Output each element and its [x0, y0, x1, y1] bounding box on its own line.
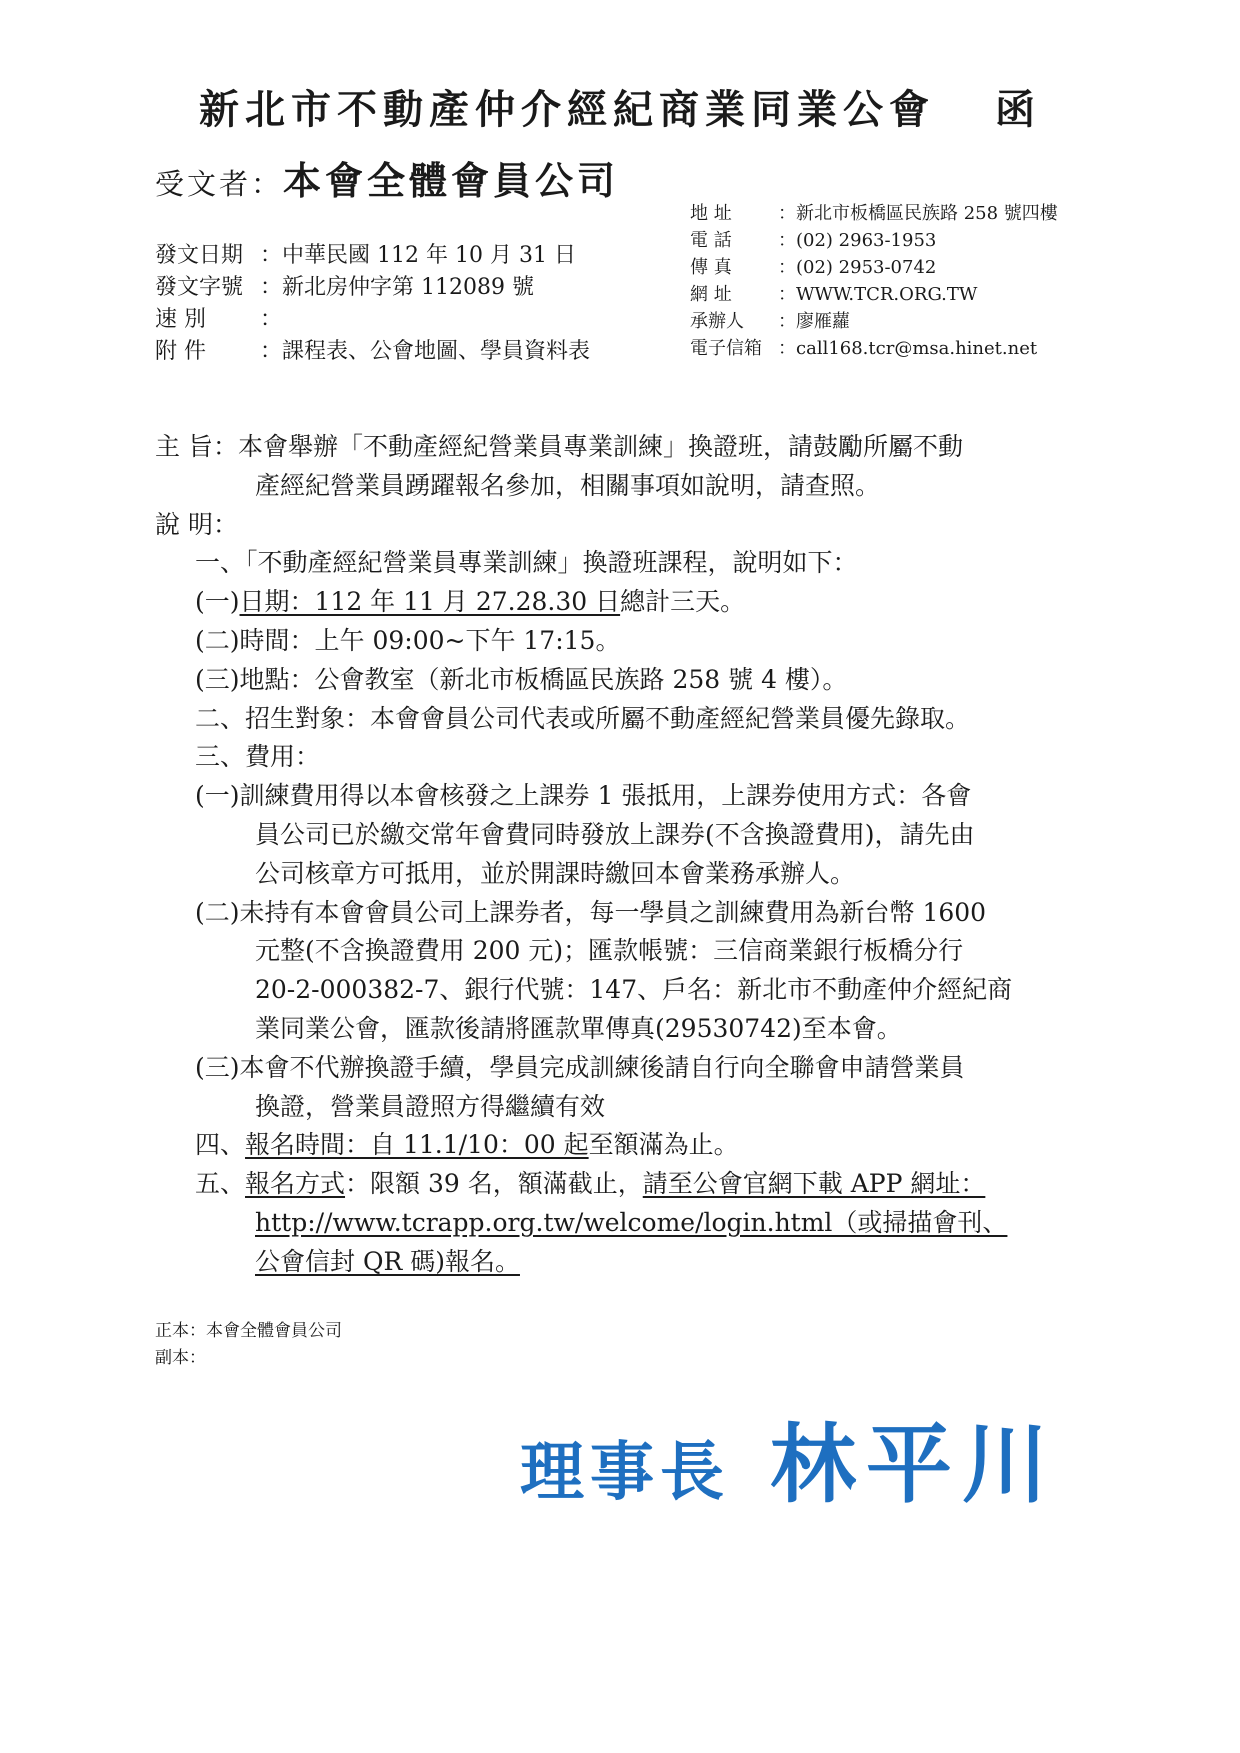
meta-value: 課程表、公會地圖、學員資料表	[282, 339, 591, 364]
item-3-a-cont: 公司核章方可抵用，並於開課時繳回本會業務承辦人。	[255, 858, 856, 888]
website-value: WWW.TCR.ORG.TW	[796, 284, 978, 305]
registration-time: 報名時間：自 11.1/10：00 起	[245, 1130, 589, 1160]
recipient-value: 本會全體會員公司	[283, 159, 620, 203]
meta-key: 發文字號	[155, 275, 244, 300]
item-3-b-cont: 20-2-000382-7、銀行代號：147、戶名：新北市不動產仲介經紀商	[255, 975, 1013, 1005]
item-marker: 四、	[195, 1130, 246, 1160]
subject-line	[155, 428, 1105, 467]
item-1-c: (三)地點：公會教室（新北市板橋區民族路 258 號 4 樓）。	[195, 664, 848, 694]
item-3: 三、費用：	[195, 742, 321, 772]
meta-value: 中華民國 112 年 10 月 31 日	[282, 243, 576, 268]
item-5-cont	[155, 1243, 1105, 1282]
copies-block	[155, 1318, 342, 1372]
item-marker: (一)	[195, 587, 240, 617]
meta-row: 發文日期 ： 中華民國 112 年 10 月 31 日	[155, 240, 590, 272]
meta-row: 附 件 ： 課程表、公會地圖、學員資料表	[155, 336, 590, 368]
registration-note: 公會信封 QR 碼)報名。	[255, 1246, 520, 1276]
subject-line	[155, 467, 1105, 506]
contact-value: 廖雁蘿	[796, 311, 850, 332]
item-1-a	[155, 583, 1105, 622]
item-text: 總計三天。	[620, 587, 746, 617]
meta-value: 新北房仲字第 112089 號	[282, 275, 534, 300]
contact-value: (02) 2963-1953	[796, 230, 937, 251]
email-value: call168.tcr@msa.hinet.net	[796, 338, 1038, 359]
item-3-c-cont: 換證，營業員證照方得繼續有效	[255, 1091, 606, 1121]
item-5-cont	[155, 1204, 1105, 1243]
contact-row: 地 址 ： 新北市板橋區民族路 258 號四樓	[690, 200, 1058, 227]
signature-stamp	[520, 1395, 1058, 1519]
meta-block	[155, 240, 590, 368]
subject-label: 主 旨：	[155, 432, 238, 461]
item-text: 至額滿為止。	[588, 1130, 739, 1160]
contact-key: 地 址	[690, 203, 732, 224]
registration-url-link[interactable]: http://www.tcrapp.org.tw/welcome/login.html（或掃描會刊、	[255, 1207, 1008, 1237]
subject-text: 本會舉辦「不動產經紀營業員專業訓練」換證班，請鼓勵所屬不動	[237, 432, 963, 461]
contact-key: 傳 真	[690, 257, 732, 278]
org-name: 新北市不動產仲介經紀商業同業公會	[199, 87, 935, 133]
item-1: 一、「不動產經紀營業員專業訓練」換證班課程，說明如下：	[195, 548, 858, 578]
document-title	[0, 78, 1240, 135]
item-2: 二、招生對象：本會會員公司代表或所屬不動產經紀營業員優先錄取。	[195, 703, 971, 733]
contact-key: 承辦人	[690, 311, 744, 332]
contact-key: 網 址	[690, 284, 732, 305]
contact-row: 電子信箱 ： call168.tcr@msa.hinet.net	[690, 335, 1058, 362]
signature-name: 林平川	[770, 1415, 1058, 1515]
meta-row: 發文字號 ： 新北房仲字第 112089 號	[155, 272, 590, 304]
carbon-copy: 副本：	[155, 1348, 206, 1368]
item-text: ：限額 39 名，額滿截止，	[345, 1169, 643, 1199]
item-3-a-cont: 員公司已於繳交常年會費同時發放上課券(不含換證費用)，請先由	[255, 819, 975, 849]
item-3-a: (一)訓練費用得以本會核發之上課券 1 張抵用，上課券使用方式：各會	[195, 781, 972, 811]
contact-row: 傳 真 ： (02) 2953-0742	[690, 254, 1058, 281]
contact-block	[690, 200, 1058, 362]
item-1-b: (二)時間：上午 09:00~下午 17:15。	[195, 625, 621, 655]
item-4	[155, 1126, 1105, 1165]
item-5	[155, 1165, 1105, 1204]
meta-key: 速 別	[155, 307, 206, 332]
contact-value: 新北市板橋區民族路 258 號四樓	[796, 203, 1058, 224]
contact-key: 電 話	[690, 230, 732, 251]
item-3-b: (二)未持有本會會員公司上課券者，每一學員之訓練費用為新台幣 1600	[195, 897, 987, 927]
contact-value: (02) 2953-0742	[796, 257, 937, 278]
item-3-b-cont: 業同業公會，匯款後請將匯款單傳真(29530742)至本會。	[255, 1013, 902, 1043]
item-marker: 五、	[195, 1169, 246, 1199]
recipient-label: 受文者：	[155, 167, 284, 201]
contact-key: 電子信箱	[690, 338, 762, 359]
document-body	[155, 428, 1105, 1282]
item-3-b-cont: 元整(不含換證費用 200 元)；匯款帳號：三信商業銀行板橋分行	[255, 936, 964, 966]
subject-text: 產經紀營業員踴躍報名參加，相關事項如說明，請查照。	[255, 470, 881, 500]
contact-row: 電 話 ： (02) 2963-1953	[690, 227, 1058, 254]
contact-row: 網 址 ： WWW.TCR.ORG.TW	[690, 281, 1058, 308]
original-copy: 正本：本會全體會員公司	[155, 1321, 342, 1341]
course-date: 日期：112 年 11 月 27.28.30 日	[239, 587, 621, 617]
meta-key: 附 件	[155, 339, 206, 364]
explain-label: 說 明：	[155, 509, 238, 539]
signature-title: 理事長	[520, 1436, 730, 1510]
recipient	[155, 150, 619, 205]
registration-instruction: 請至公會官網下載 APP 網址：	[642, 1169, 986, 1199]
meta-key: 發文日期	[155, 243, 244, 268]
registration-method: 報名方式	[245, 1169, 346, 1199]
item-3-c: (三)本會不代辦換證手續，學員完成訓練後請自行向全聯會申請營業員	[195, 1052, 965, 1082]
meta-row: 速 別 ：	[155, 304, 590, 336]
doc-type: 函	[995, 87, 1041, 133]
contact-row: 承辦人 ： 廖雁蘿	[690, 308, 1058, 335]
